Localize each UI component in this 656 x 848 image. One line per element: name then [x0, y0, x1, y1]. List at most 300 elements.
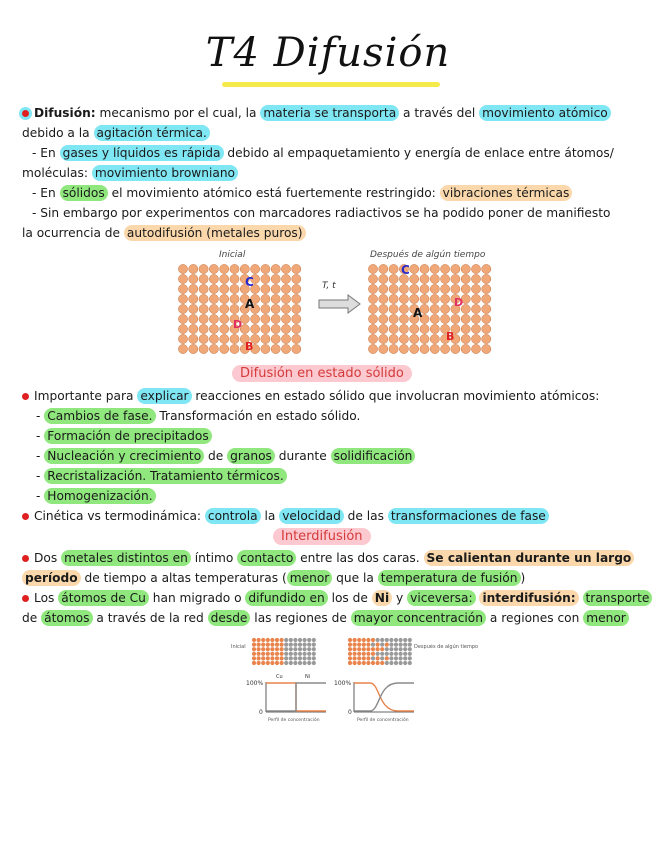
atom — [380, 643, 384, 647]
atom — [461, 314, 470, 323]
text: la — [260, 509, 280, 523]
atom — [394, 652, 398, 656]
text: moléculas: — [22, 166, 92, 180]
atom — [261, 652, 265, 656]
highlight: movimiento atómico — [479, 105, 611, 121]
atom — [266, 656, 270, 660]
atom — [410, 294, 419, 303]
highlight: vibraciones térmicas — [440, 185, 573, 201]
atom — [178, 324, 187, 333]
label-ni: Ni — [305, 674, 311, 680]
atom — [293, 656, 297, 660]
atom — [430, 304, 439, 313]
atom — [271, 284, 280, 293]
highlight: metales distintos en — [61, 550, 191, 566]
atom — [292, 264, 301, 273]
atom — [230, 274, 239, 283]
text: Los — [34, 591, 59, 605]
atom — [252, 647, 256, 651]
atom — [189, 304, 198, 313]
atom — [366, 661, 370, 665]
atom — [178, 344, 187, 353]
intro-section — [22, 103, 636, 243]
atom — [471, 284, 480, 293]
atom — [261, 294, 270, 303]
atom — [281, 284, 290, 293]
highlight: viceversa: — [407, 590, 475, 606]
atom — [270, 647, 274, 651]
atom — [189, 294, 198, 303]
text — [579, 591, 583, 605]
atom — [261, 661, 265, 665]
atom — [385, 656, 389, 660]
atom — [312, 652, 316, 656]
atom — [257, 647, 261, 651]
figure2-caption-right: Después de algún tiempo — [414, 644, 479, 650]
atom — [270, 638, 274, 642]
atom — [257, 643, 261, 647]
text: durante — [274, 449, 331, 463]
figure1-caption-right: Después de algún tiempo — [370, 250, 486, 260]
atom — [189, 334, 198, 343]
atom — [471, 264, 480, 273]
atom — [410, 324, 419, 333]
atom — [189, 344, 198, 353]
atom — [348, 656, 352, 660]
atom — [451, 264, 460, 273]
atom — [430, 264, 439, 273]
atom — [441, 344, 450, 353]
atom — [441, 314, 450, 323]
lattice-initial — [178, 264, 301, 353]
atom — [385, 661, 389, 665]
highlight — [124, 225, 306, 241]
highlight: menor — [287, 570, 333, 586]
atom — [451, 314, 460, 323]
text: reacciones en estado sólido que involucran movimiento atómicos: — [191, 389, 600, 403]
atom — [376, 643, 380, 647]
atom — [376, 656, 380, 660]
text: a través del — [399, 106, 480, 120]
text: - Sin embargo por experimentos con marcadores radiactivos se ha podido poner de manifiesto — [32, 206, 611, 220]
atom — [371, 661, 375, 665]
atom — [389, 304, 398, 313]
highlight: Nucleación y crecimiento — [44, 448, 204, 464]
atom — [380, 652, 384, 656]
atom — [376, 638, 380, 642]
atom — [482, 334, 491, 343]
text: las regiones de — [250, 611, 351, 625]
text: - — [36, 429, 45, 443]
text: autodifusión — [126, 226, 203, 240]
atom — [389, 652, 393, 656]
atom — [251, 324, 260, 333]
atom — [261, 304, 270, 313]
atom — [266, 647, 270, 651]
atom — [298, 661, 302, 665]
atom — [389, 264, 398, 273]
atom — [380, 656, 384, 660]
atom — [389, 334, 398, 343]
interdiffusion-figure — [228, 636, 479, 724]
atom — [353, 661, 357, 665]
text: que la — [332, 571, 378, 585]
text: la ocurrencia de — [22, 226, 124, 240]
atom — [394, 647, 398, 651]
label-d-after: D — [454, 296, 464, 309]
axis-0-right: 0 — [348, 709, 352, 716]
atom — [368, 264, 377, 273]
atom — [292, 324, 301, 333]
bar-after — [348, 638, 412, 665]
atom — [482, 304, 491, 313]
ni-profile-after — [354, 683, 414, 711]
atom — [399, 656, 403, 660]
atom — [298, 638, 302, 642]
atom — [199, 324, 208, 333]
highlight: Ni — [372, 590, 392, 606]
atom — [403, 647, 407, 651]
atom — [348, 643, 352, 647]
atom — [353, 652, 357, 656]
atom — [270, 661, 274, 665]
highlight: átomos — [41, 610, 92, 626]
atom — [389, 656, 393, 660]
text: de las — [343, 509, 388, 523]
atom — [209, 304, 218, 313]
atom — [199, 304, 208, 313]
atom — [240, 264, 249, 273]
atom — [362, 647, 366, 651]
atom — [368, 284, 377, 293]
atom — [307, 656, 311, 660]
text: (metales puros) — [202, 226, 303, 240]
atom — [271, 334, 280, 343]
atom — [303, 652, 307, 656]
atom — [209, 334, 218, 343]
atom — [399, 344, 408, 353]
atom — [357, 652, 361, 656]
atom — [366, 652, 370, 656]
atom — [482, 274, 491, 283]
atom — [420, 334, 429, 343]
atom — [284, 652, 288, 656]
atom — [399, 647, 403, 651]
atom — [178, 264, 187, 273]
atom — [471, 304, 480, 313]
atom — [257, 638, 261, 642]
atom — [380, 661, 384, 665]
atom — [271, 274, 280, 283]
atom — [430, 274, 439, 283]
atom — [220, 274, 229, 283]
atom — [399, 304, 408, 313]
atom — [199, 334, 208, 343]
atom — [303, 661, 307, 665]
text: a regiones con — [486, 611, 584, 625]
atom — [371, 647, 375, 651]
atom — [284, 638, 288, 642]
highlight: granos — [227, 448, 275, 464]
atom — [199, 294, 208, 303]
atom — [441, 274, 450, 283]
atom — [399, 324, 408, 333]
atom — [209, 344, 218, 353]
atom — [408, 656, 412, 660]
atom — [230, 304, 239, 313]
atom — [261, 324, 270, 333]
atom — [289, 661, 293, 665]
atom — [289, 643, 293, 647]
atom — [275, 638, 279, 642]
cu-profile-after — [354, 683, 414, 711]
atom — [368, 324, 377, 333]
atom — [284, 647, 288, 651]
atom — [209, 264, 218, 273]
atom — [362, 661, 366, 665]
atom — [420, 324, 429, 333]
highlight: Formación de precipitados — [44, 428, 211, 444]
atom — [178, 284, 187, 293]
bullet-icon — [22, 555, 29, 562]
atom — [289, 652, 293, 656]
atom — [368, 274, 377, 283]
atom — [289, 638, 293, 642]
atom — [471, 274, 480, 283]
atom — [482, 264, 491, 273]
atom — [298, 643, 302, 647]
atom — [371, 638, 375, 642]
atom — [430, 284, 439, 293]
highlight: sólidos — [60, 185, 108, 201]
atom — [399, 334, 408, 343]
atom — [482, 344, 491, 353]
atom — [368, 344, 377, 353]
atom — [408, 652, 412, 656]
atom — [362, 652, 366, 656]
atom — [394, 643, 398, 647]
atom — [471, 294, 480, 303]
solid-state-section — [22, 386, 636, 526]
atom — [284, 643, 288, 647]
atom — [292, 294, 301, 303]
atom — [471, 314, 480, 323]
atom — [178, 294, 187, 303]
atom — [389, 274, 398, 283]
atom — [430, 334, 439, 343]
arrow-icon — [319, 295, 360, 313]
atom — [312, 647, 316, 651]
atom — [281, 274, 290, 283]
atom — [293, 652, 297, 656]
label-b-after: B — [446, 330, 455, 343]
atom — [380, 638, 384, 642]
atom — [430, 294, 439, 303]
atom — [353, 656, 357, 660]
text: de — [204, 449, 228, 463]
atom — [403, 661, 407, 665]
highlight: período — [22, 570, 81, 586]
text: mecanismo por el cual, la — [95, 106, 261, 120]
atom — [199, 284, 208, 293]
atom — [471, 324, 480, 333]
atom — [371, 652, 375, 656]
interdiffusion-section — [22, 548, 650, 628]
atom — [261, 284, 270, 293]
atom — [209, 284, 218, 293]
atom — [399, 652, 403, 656]
atom — [199, 274, 208, 283]
atom — [303, 656, 307, 660]
highlight: Se calientan durante un largo — [424, 550, 635, 566]
atom — [385, 638, 389, 642]
atom — [403, 656, 407, 660]
text: de — [22, 611, 42, 625]
atom — [353, 647, 357, 651]
atom — [266, 638, 270, 642]
atom — [403, 643, 407, 647]
atom — [289, 656, 293, 660]
atom — [348, 652, 352, 656]
atom — [178, 314, 187, 323]
highlight: explicar — [137, 388, 191, 404]
atom — [220, 314, 229, 323]
atom — [371, 643, 375, 647]
atom — [261, 334, 270, 343]
atom — [410, 344, 419, 353]
text: y — [392, 591, 408, 605]
heading-interdiffusion: Interdifusión — [273, 528, 371, 545]
atom — [348, 647, 352, 651]
atom — [261, 643, 265, 647]
atom — [271, 344, 280, 353]
bullet-icon — [22, 110, 29, 117]
atom — [307, 638, 311, 642]
bar-initial — [252, 638, 316, 665]
atom — [399, 314, 408, 323]
highlight: contacto — [237, 550, 296, 566]
atom — [482, 314, 491, 323]
atom — [362, 638, 366, 642]
atom — [430, 314, 439, 323]
atom — [261, 638, 265, 642]
atom — [379, 344, 388, 353]
atom — [348, 661, 352, 665]
atom — [271, 294, 280, 303]
atom — [275, 652, 279, 656]
atom — [441, 294, 450, 303]
atom — [312, 656, 316, 660]
atom — [280, 647, 284, 651]
highlight: interdifusión: — [479, 590, 578, 606]
atom — [362, 643, 366, 647]
text: Importante para — [34, 389, 138, 403]
text: debido a la — [22, 126, 94, 140]
atom — [307, 661, 311, 665]
atom — [293, 647, 297, 651]
atom — [292, 304, 301, 313]
atom — [410, 284, 419, 293]
atom — [209, 324, 218, 333]
atom — [420, 284, 429, 293]
atom — [353, 638, 357, 642]
highlight: agitación térmica. — [94, 125, 210, 141]
text: - — [36, 489, 45, 503]
atom — [399, 294, 408, 303]
text: - — [36, 449, 45, 463]
highlight: Cambios de fase. — [44, 408, 155, 424]
atom — [389, 661, 393, 665]
atom — [430, 344, 439, 353]
bullet-icon — [22, 513, 29, 520]
atom — [410, 334, 419, 343]
atom — [199, 314, 208, 323]
atom — [379, 304, 388, 313]
atom — [209, 274, 218, 283]
highlight: movimiento browniano — [92, 165, 238, 181]
highlight: átomos de Cu — [58, 590, 149, 606]
atom — [230, 264, 239, 273]
atom — [266, 661, 270, 665]
atom — [379, 324, 388, 333]
atom — [292, 284, 301, 293]
atom — [275, 647, 279, 651]
atom — [189, 284, 198, 293]
atom — [303, 643, 307, 647]
atom — [298, 656, 302, 660]
heading-solid-diffusion: Difusión en estado sólido — [232, 365, 412, 382]
atom — [266, 643, 270, 647]
atom — [389, 314, 398, 323]
axis-100-right: 100% — [334, 680, 352, 687]
atom — [220, 324, 229, 333]
atom — [252, 638, 256, 642]
atom — [385, 647, 389, 651]
atom — [220, 294, 229, 303]
atom — [379, 314, 388, 323]
atom — [357, 656, 361, 660]
atom — [251, 314, 260, 323]
atom — [189, 274, 198, 283]
atom — [307, 652, 311, 656]
atom — [281, 324, 290, 333]
atom — [270, 643, 274, 647]
atom — [312, 638, 316, 642]
ni-profile-initial — [266, 683, 326, 711]
atom — [209, 314, 218, 323]
atom — [178, 304, 187, 313]
arrow-label: T, t — [322, 281, 336, 291]
atom — [379, 264, 388, 273]
atom — [368, 304, 377, 313]
atom — [451, 284, 460, 293]
atom — [420, 294, 429, 303]
atom — [379, 274, 388, 283]
atom — [441, 284, 450, 293]
atom — [261, 264, 270, 273]
atom — [312, 661, 316, 665]
atom — [366, 638, 370, 642]
atom — [209, 294, 218, 303]
atom — [230, 334, 239, 343]
atom — [399, 284, 408, 293]
atom — [284, 661, 288, 665]
atom — [293, 638, 297, 642]
atom — [261, 314, 270, 323]
atom — [252, 643, 256, 647]
atom — [420, 344, 429, 353]
atom — [482, 284, 491, 293]
